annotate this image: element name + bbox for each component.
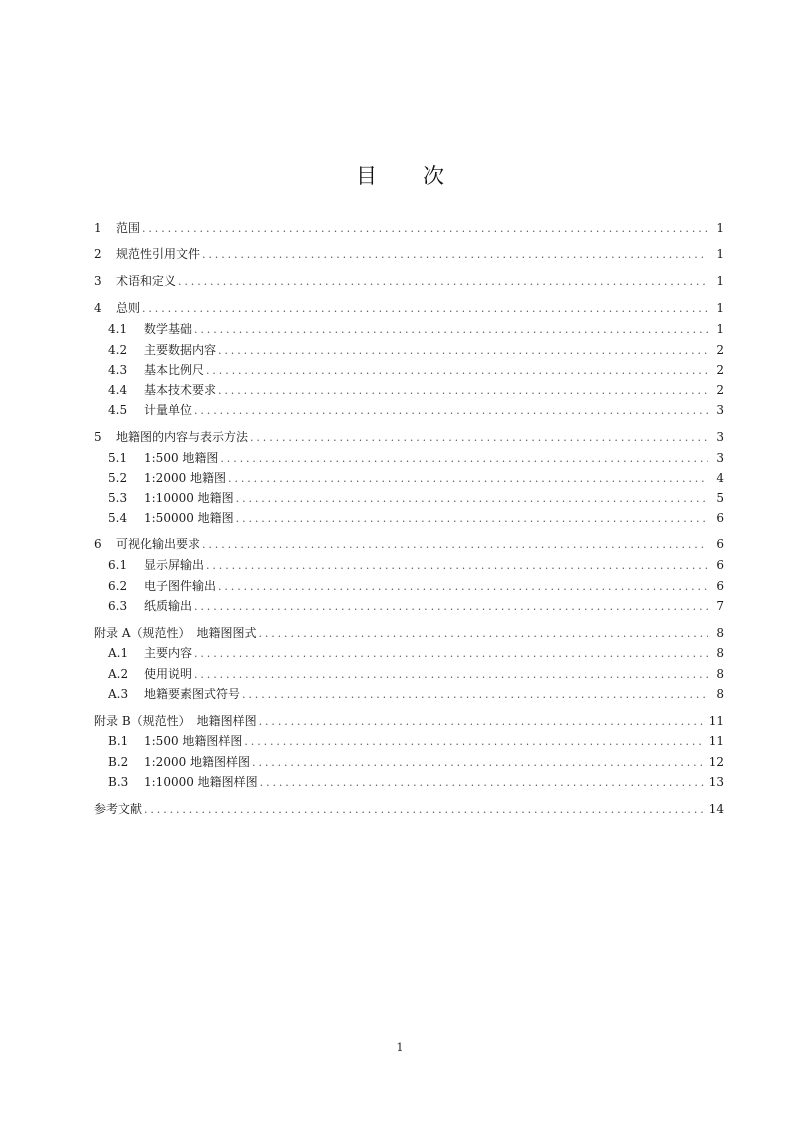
toc-entry-number: A.3 <box>108 687 129 701</box>
toc-entry[interactable] <box>94 490 724 506</box>
toc-entry-title: 总则 <box>116 301 141 315</box>
toc-entry[interactable] <box>94 362 724 378</box>
toc-entry[interactable] <box>94 536 724 552</box>
toc-entry[interactable] <box>94 429 724 445</box>
toc-entry-page: 6 <box>716 511 724 525</box>
toc-entry-page: 11 <box>708 714 724 728</box>
toc-dot-leader <box>260 775 705 791</box>
toc-entry-title: 规范性引用文件 <box>116 247 201 261</box>
toc-dot-leader <box>236 491 708 507</box>
toc-entry-number: B.3 <box>108 775 129 789</box>
toc-entry-title: 基本比例尺 <box>144 363 205 377</box>
toc-entry[interactable] <box>94 246 724 262</box>
toc-entry[interactable] <box>94 557 724 573</box>
toc-entry-title: 参考文献 <box>94 802 143 816</box>
toc-dot-leader <box>202 247 708 263</box>
toc-entry-title: 附录 B（规范性） 地籍图样图 <box>94 714 257 728</box>
toc-dot-leader <box>218 579 708 595</box>
toc-dot-leader <box>142 301 708 317</box>
toc-entry-title: 术语和定义 <box>116 274 177 288</box>
toc-entry-number: 5.2 <box>108 471 128 485</box>
toc-entry-title: 1:50000 地籍图 <box>144 511 234 525</box>
toc-entry-title: 可视化输出要求 <box>116 537 201 551</box>
toc-entry-number: 5.3 <box>108 491 128 505</box>
toc-entry[interactable] <box>94 598 724 614</box>
toc-entry-title: 1:2000 地籍图 <box>144 471 227 485</box>
toc-entry-number: 6.1 <box>108 558 128 572</box>
toc-entry[interactable] <box>94 510 724 526</box>
toc-entry-title: 计量单位 <box>144 403 193 417</box>
toc-entry-number: 2 <box>94 247 102 261</box>
toc-entry[interactable] <box>94 470 724 486</box>
toc-entry-page: 2 <box>716 363 724 377</box>
toc-entry-page: 3 <box>716 430 724 444</box>
toc-dot-leader <box>242 687 708 703</box>
toc-entry-page: 8 <box>716 646 724 660</box>
toc-dot-leader <box>220 451 708 467</box>
toc-entry-page: 1 <box>716 301 724 315</box>
toc-entry-page: 6 <box>716 537 724 551</box>
toc-entry-page: 2 <box>716 343 724 357</box>
toc-entry-page: 1 <box>716 322 724 336</box>
toc-entry-number: 4.4 <box>108 383 128 397</box>
toc-entry[interactable] <box>94 645 724 661</box>
toc-entry[interactable] <box>94 666 724 682</box>
toc-entry-number: 4.3 <box>108 363 128 377</box>
toc-entry-page: 1 <box>716 247 724 261</box>
toc-entry-page: 8 <box>716 626 724 640</box>
toc-dot-leader <box>194 599 708 615</box>
toc-entry[interactable] <box>94 321 724 337</box>
toc-entry-title: 1:2000 地籍图样图 <box>144 755 251 769</box>
toc-entry-page: 6 <box>716 558 724 572</box>
toc-dot-leader <box>236 511 708 527</box>
toc-entry[interactable] <box>94 450 724 466</box>
toc-entry-page: 7 <box>716 599 724 613</box>
toc-dot-leader <box>194 403 708 419</box>
toc-entry-title: 地籍图的内容与表示方法 <box>116 430 249 444</box>
toc-entry-page: 1 <box>716 274 724 288</box>
page-number: 1 <box>396 1041 404 1054</box>
toc-entry-title: 地籍要素图式符号 <box>144 687 241 701</box>
toc-entry-number: B.1 <box>108 734 129 748</box>
toc-entry-title: 基本技术要求 <box>144 383 217 397</box>
toc-entry-number: 6.2 <box>108 579 128 593</box>
toc-entry-page: 5 <box>716 491 724 505</box>
toc-entry-number: A.2 <box>108 667 129 681</box>
toc-entry-number: 6 <box>94 537 102 551</box>
toc-entry-number: 4.5 <box>108 403 128 417</box>
toc-entry-title: 1:500 地籍图 <box>144 451 219 465</box>
toc-entry[interactable] <box>94 713 724 729</box>
toc-entry[interactable] <box>94 300 724 316</box>
toc-dot-leader <box>144 802 705 818</box>
toc-entry-title: 范围 <box>116 221 141 235</box>
toc-entry-number: 5.4 <box>108 511 128 525</box>
page-title-char-1: 目 <box>356 164 377 188</box>
toc-entry-title: 1:500 地籍图样图 <box>144 734 243 748</box>
toc-entry-title: 纸质输出 <box>144 599 193 613</box>
toc-dot-leader <box>206 558 708 574</box>
toc-entry-page: 8 <box>716 687 724 701</box>
toc-entry-page: 4 <box>716 471 724 485</box>
toc-entry-title: 使用说明 <box>144 667 193 681</box>
toc-entry[interactable] <box>94 382 724 398</box>
toc-entry-page: 14 <box>708 802 724 816</box>
toc-entry[interactable] <box>94 402 724 418</box>
toc-entry-number: 4.2 <box>108 343 128 357</box>
toc-entry-number: 1 <box>94 221 102 235</box>
page-title <box>0 160 800 190</box>
toc-entry-title: 主要数据内容 <box>144 343 217 357</box>
page-title-char-2: 次 <box>423 164 444 188</box>
toc-dot-leader <box>259 714 705 730</box>
toc-dot-leader <box>218 383 708 399</box>
toc-entry[interactable] <box>94 733 724 749</box>
toc-entry-page: 12 <box>708 755 724 769</box>
toc-entry-page: 2 <box>716 383 724 397</box>
toc-entry-number: 6.3 <box>108 599 128 613</box>
toc-entry[interactable] <box>94 774 724 790</box>
toc-entry-page: 1 <box>716 221 724 235</box>
toc-entry-title: 主要内容 <box>144 646 193 660</box>
toc-entry-page: 3 <box>716 403 724 417</box>
toc-entry-page: 3 <box>716 451 724 465</box>
toc-dot-leader <box>194 667 708 683</box>
toc-entry[interactable] <box>94 342 724 358</box>
toc-dot-leader <box>194 322 708 338</box>
toc-dot-leader <box>250 430 708 446</box>
toc-entry-number: 5 <box>94 430 102 444</box>
toc-dot-leader <box>202 537 708 553</box>
toc-dot-leader <box>178 274 708 290</box>
toc-entry-page: 13 <box>708 775 724 789</box>
toc-dot-leader <box>252 755 705 771</box>
toc-entry-number: 3 <box>94 274 102 288</box>
toc-entry[interactable] <box>94 686 724 702</box>
toc-dot-leader <box>228 471 708 487</box>
toc-entry-number: 5.1 <box>108 451 128 465</box>
toc-entry-page: 11 <box>708 734 724 748</box>
toc-entry-title: 附录 A（规范性） 地籍图图式 <box>94 626 257 640</box>
toc-entry[interactable] <box>94 220 724 236</box>
toc-entry-title: 1:10000 地籍图样图 <box>144 775 258 789</box>
toc-entry[interactable] <box>94 625 724 641</box>
toc-dot-leader <box>206 363 708 379</box>
toc-entry-title: 数学基础 <box>144 322 193 336</box>
toc-entry-number: 4.1 <box>108 322 128 336</box>
toc-entry-title: 显示屏输出 <box>144 558 205 572</box>
toc-entry-title: 1:10000 地籍图 <box>144 491 234 505</box>
toc-entry-number: B.2 <box>108 755 129 769</box>
toc-entry[interactable] <box>94 273 724 289</box>
toc-dot-leader <box>142 221 708 237</box>
toc-dot-leader <box>258 626 708 642</box>
toc-entry-number: A.1 <box>108 646 129 660</box>
toc-entry-page: 8 <box>716 667 724 681</box>
toc-entry-number: 4 <box>94 301 102 315</box>
toc-entry-page: 6 <box>716 579 724 593</box>
toc-dot-leader <box>244 734 704 750</box>
toc-entry[interactable] <box>94 578 724 594</box>
toc-entry[interactable] <box>94 801 724 817</box>
toc-entry-title: 电子图件输出 <box>144 579 217 593</box>
toc-entry[interactable] <box>94 754 724 770</box>
toc-dot-leader <box>194 646 708 662</box>
toc-dot-leader <box>218 343 708 359</box>
